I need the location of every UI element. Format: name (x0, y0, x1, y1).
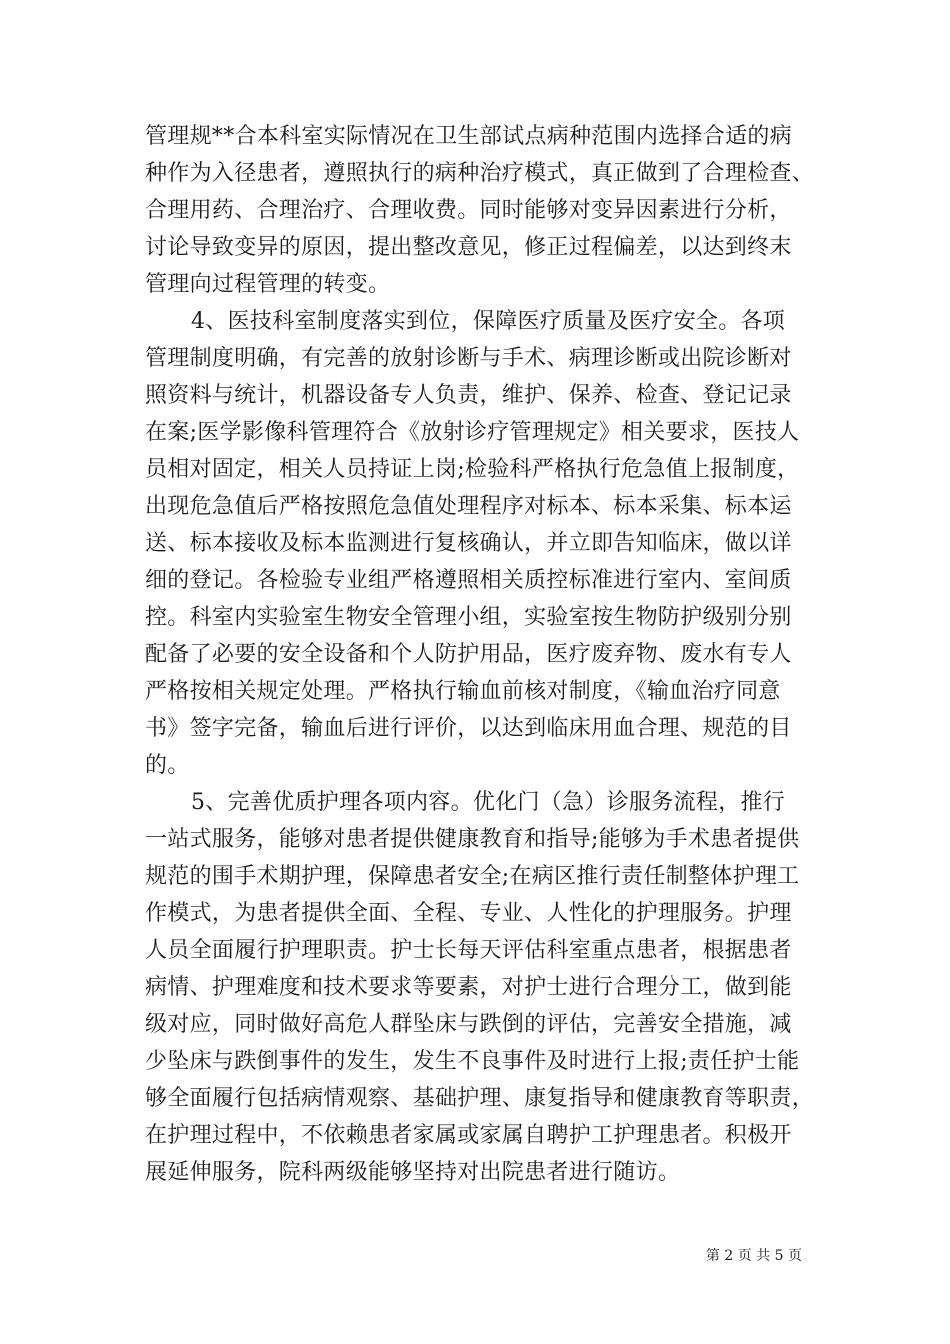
paragraph-first-line: 4、医技科室制度落实到位，保障医疗质量及医疗安全。各项 (191, 309, 786, 334)
document-body (145, 118, 825, 1191)
text-line: 人员全面履行护理职责。护士长每天评估科室重点患者，根据患者 (145, 938, 792, 963)
text-line: 合理用药、合理治疗、合理收费。同时能够对变异因素进行分析， (145, 198, 792, 223)
text-line: 管理制度明确，有完善的放射诊断与手术、病理诊断或出院诊断对 (145, 346, 792, 371)
text-line: 送、标本接收及标本监测进行复核确认，并立即告知临床，做以详 (145, 531, 792, 556)
page-number-footer: 第 2 页 共 5 页 (705, 1248, 802, 1264)
text-line: 的。 (145, 753, 190, 778)
text-line: 配备了必要的安全设备和个人防护用品，医疗废弃物、废水有专人 (145, 642, 792, 667)
text-line: 展延伸服务，院科两级能够坚持对出院患者进行随访。 (145, 1160, 681, 1185)
text-line: 一站式服务，能够对患者提供健康教育和指导;能够为手术患者提供 (145, 827, 800, 852)
text-line: 照资料与统计，机器设备专人负责，维护、保养、检查、登记记录 (145, 383, 792, 408)
text-line: 管理向过程管理的转变。 (145, 272, 391, 297)
text-line: 病情、护理难度和技术要求等要素，对护士进行合理分工，做到能 (145, 975, 792, 1000)
text-line: 严格按相关规定处理。严格执行输血前核对制度，《输血治疗同意 (145, 679, 781, 704)
text-line: 书》签字完备，输血后进行评价，以达到临床用血合理、规范的目 (145, 716, 792, 741)
text-line: 出现危急值后严格按照危急值处理程序对标本、标本采集、标本运 (145, 494, 792, 519)
text-line: 级对应，同时做好高危人群坠床与跌倒的评估，完善安全措施，减 (145, 1012, 792, 1037)
text-line: 控。科室内实验室生物安全管理小组，实验室按生物防护级别分别 (145, 605, 792, 630)
text-line: 管理规**合本科室实际情况在卫生部试点病种范围内选择合适的病 (145, 124, 793, 149)
text-line: 在案;医学影像科管理符合《放射诊疗管理规定》相关要求，医技人 (145, 420, 800, 445)
text-line: 在护理过程中，不依赖患者家属或家属自聘护工护理患者。积极开 (145, 1123, 792, 1148)
text-line: 少坠床与跌倒事件的发生，发生不良事件及时进行上报;责任护士能 (145, 1049, 800, 1074)
text-line: 员相对固定，相关人员持证上岗;检验科严格执行危急值上报制度， (145, 457, 800, 482)
text-line: 够全面履行包括病情观察、基础护理、康复指导和健康教育等职责， (145, 1086, 815, 1111)
paragraph-first-line: 5、完善优质护理各项内容。优化门（急）诊服务流程，推行 (191, 790, 786, 815)
text-line: 细的登记。各检验专业组严格遵照相关质控标准进行室内、室间质 (145, 568, 792, 593)
text-line: 作模式，为患者提供全面、全程、专业、人性化的护理服务。护理 (145, 901, 792, 926)
text-line: 规范的围手术期护理，保障患者安全;在病区推行责任制整体护理工 (145, 864, 800, 889)
text-line: 讨论导致变异的原因，提出整改意见，修正过程偏差，以达到终末 (145, 235, 792, 260)
text-line: 种作为入径患者，遵照执行的病种治疗模式，真正做到了合理检查、 (145, 161, 815, 186)
